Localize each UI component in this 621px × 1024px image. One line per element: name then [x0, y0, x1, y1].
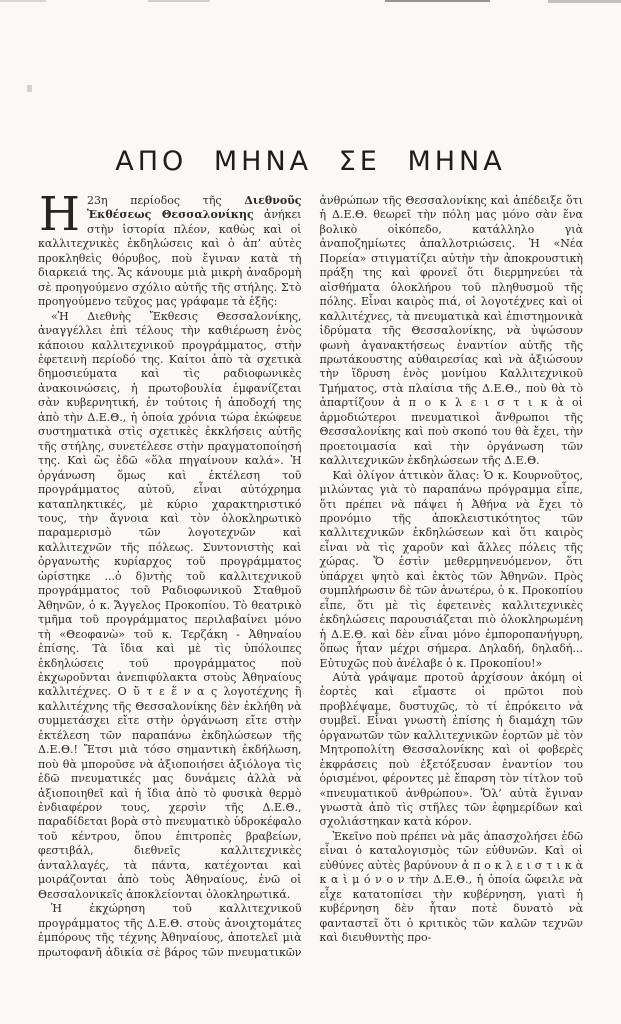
paragraph-katalogismos-efthinon: Ἐκεῖνο ποὺ πρέπει νὰ μᾶς ἀπασχολήσει ἐδῶ εἶναι ὁ καταλογισμὸς τῶν εὐθυνῶν. Καὶ οἱ εὐθύνες αὐτὲς βαρύνουν ἀ π ο κ λ ε ι σ τ ι κ ὰ κ α ὶ μ ό ν ο ν τὴν Δ.Ε.Θ., ἡ ὁποία ὤφειλε νὰ εἶχε κατατοπίσει τὴν κυβέρνηση, γιατὶ ἡ κυβέρνηση δὲν ἦταν ποτὲ δυνατὸ νὰ φανταστεῖ ὅτι ὁ κριτικὸς τῶν καλῶν τεχνῶν καὶ διευθυντὴς προ- [319, 829, 583, 945]
dropcap-letter: Η [39, 187, 80, 242]
article-body [38, 187, 583, 960]
paragraph-ekchorisi: Ἡ ἐκχώρηση τοῦ καλλιτεχνικοῦ προγράμματος τῆς Δ.Ε.Θ. στοὺς ἀνοιχτομάτες ἐμπόρους τῆς τέχνης Ἀθηναίους, ἀποτελεῖ μιὰ πρωτοφανῆ ἀδικία σὲ βάρος τῶν πνευματικῶν ἀνθρώπων τῆς Θεσσαλονίκης καὶ ἀπέδειξε ὅτι ἡ Δ.Ε.Θ. θεωρεῖ τὴν πόλη μας μόνο σὰν ἕνα βολικὸ οἰκόπεδο, κατάλληλο γιὰ ἀναποζημίωτες ἀπαλλοτριώσεις. Ἡ «Νέα Πορεία» στιγματίζει αὐτὴν τὴν ἀποκρουστικὴ πράξη της καὶ φρονεῖ ὅτι διερμηνεύει τὰ αἰσθήματα ὁλοκλήρου τοῦ πληθυσμοῦ τῆς πόλης. Εἶναι καιρὸς πιά, οἱ λογοτέχνες καὶ οἱ καλλιτέχνες, τὰ πνευματικὰ καὶ ἐπιστημονικὰ ἱδρύματα τῆς Θεσσαλονίκης, νὰ ὑψώσουν φωνὴ ἀγανακτήσεως ἐναντίον αὐτῆς τῆς πρωτάκουστης αὐθαιρεσίας καὶ νὰ ἀξιώσουν τὴν ἵδρυση ἑνὸς μονίμου Καλλιτεχνικοῦ Τμήματος, στὰ πλαίσια τῆς Δ.Ε.Θ., ποὺ θὰ τὸ ἀπαρτίζουν ἀ π ο κ λ ε ι σ τ ι κ ὰ οἱ ἁρμοδιώτεροι πνευματικοὶ ἄνθρωποι τῆς Θεσσαλονίκης καὶ ποὺ σκοπό του θὰ ἔχει, τὴν προετοιμασία καὶ τὴν ὀργάνωση τῶν καλλιτεχνικῶν ἐκδηλώσεων τῆς Δ.Ε.Θ. [38, 194, 583, 959]
paragraph-afta-grapsame: Αὐτὰ γράψαμε προτοῦ ἀρχίσουν ἀκόμη οἱ ἑορτὲς καὶ εἴμαστε οἱ πρῶτοι ποὺ προβλέψαμε, δυστυχῶς, τὸ τί ἐπρόκειτο νὰ συμβεῖ. Εἶναι γνωστὴ ἐπίσης ἡ διαμάχη τῶν ὀργανωτῶν τῶν καλλιτεχνικῶν ἑορτῶν μὲ τὸν Μητροπολίτη Θεσσαλονίκης καὶ οἱ φοβερὲς ἐκφράσεις ποὺ ἐξετόξευσαν ἐναντίον του ὁρισμένοι, φέροντες μὲ ἔπαρση τὸν τίτλον τοῦ «πνευματικοῦ ἀνθρώπου». Ὅλ’ αὐτὰ ἔγιναν γνωστὰ ἀπὸ τὶς στῆλες τῶν ἐφημερίδων καὶ σχολιάστηκαν κατὰ κόρον. [319, 670, 583, 829]
scan-edge-artifact [0, 0, 46, 2]
paragraph-quote-deth: «Ἡ Διεθνὴς Ἔκθεσις Θεσσαλονίκης, ἀναγγέλλει ἐπὶ τέλους τὴν καθιέρωση ἑνὸς κάποιου καλλιτεχνικοῦ προγράμματος, στὴν ἐφετεινὴ περίοδό της. Καίτοι ἀπὸ τὰ σχετικὰ δημοσιεύματα καὶ τὶς ραδιοφωνικὲς ἀνακοινώσεις, ἡ πρωτοβουλία ἐμφανίζεται σὰν κυβερνητική, ἐν τούτοις ἡ ἀποδοχή της ἀπὸ τὴν Δ.Ε.Θ., ἡ ὁποία χρόνια τώρα ἐκώφευε συστηματικὰ στὶς σχετικὲς ἐκκλήσεις αὐτῆς τῆς στήλης, συνετέλεσε στὴν πραγματοποίησή της. Καὶ ὣς ἐδῶ «ὅλα πηγαίνουν καλά». Ἡ ὀργάνωση ὅμως καὶ ἐκτέλεση τοῦ προγράμματος αὐτοῦ, εἶναι αὐτόχρημα καταπληκτικές, μὲ κύριο χαρακτηριστικό τους, τὴν ἄγνοια καὶ τὸν ὁλοκληρωτικὸ παραμερισμὸ τῶν λογοτεχνῶν καὶ καλλιτεχνῶν τῆς πόλεως. Συντονιστὴς καὶ ὀργανωτὴς κυρίαρχος τοῦ προγράμματος ὡρίστηκε ...ὁ δ)ντὴς τοῦ καλλιτεχνικοῦ προγράμματος τοῦ Ραδιοφωνικοῦ Σταθμοῦ Ἀθηνῶν, ὁ κ. Ἄγγελος Προκοπίου. Τὸ θεατρικὸ τμῆμα τοῦ προγράμματος περιλαβαίνει μόνο τὴ «Θεοφανὼ» τοῦ κ. Τερζάκη - Ἀθηναίου ἐπίσης. Τὰ ἴδια καὶ μὲ τὶς ὑπόλοιπες ἐκδηλώσεις τοῦ προγράμματος ποὺ ἐκχωροῦνται ἀνεπιφύλακτα στοὺς Ἀθηναίους καλλιτέχνες. Ο ὔ τ ε ἕ ν α ς λογοτέχνης ἢ καλλιτέχνης τῆς Θεσσαλονίκης δὲν ἐκλήθη νὰ συμμετάσχει εἴτε στὴν ὀργάνωση εἴτε στὴν ἐκτέλεση τῶν παραπάνω ἐκδηλώσεων τῆς Δ.Ε.Θ.! Ἔτσι μιὰ τόσο σημαντικὴ ἐκδήλωση, ποὺ θὰ μποροῦσε νὰ ἀξιοποιήσει ἀξιόλογα τὶς ἐδῶ πνευματικές μας δυνάμεις ἀλλὰ νὰ ἀξιοποιηθεῖ καὶ ἡ ἴδια ἀπὸ τὸ φυσικὰ θερμὸ ἐνδιαφέρον τους, χερσὶν τῆς Δ.Ε.Θ., παραδίδεται βορὰ στὸ πνευματικὸ ὑδροκέφαλο τοῦ κέντρου, ὅπου ἐπιτροπὲς βραβείων, φεστιβάλ, διεθνεῖς καλλιτεχνικὲς ἀνταλλαγές, τὰ πάντα, κατέχονται καὶ μοιράζονται ἀπὸ τοὺς Ἀθηναίους, ἐνῶ οἱ Θεσσαλονικεῖς ἀποκλείονται ὁλοκληρωτικά. [38, 309, 302, 901]
opening-paragraph-rest: ἀνήκει στὴν ἱστορία πλέον, καθὼς καὶ οἱ καλλιτεχνικὲς ἐκδηλώσεις καὶ ὁ ἀπ’ αὐτὲς προκληθεὶς θόρυβος, ποὺ ἔγιναν κατὰ τὴ διαρκειά της. Ἄς κάνουμε μιὰ μικρὴ ἀναδρομὴ σὲ προηγούμενο σχόλιο αὐτῆς τῆς στήλης. Στὸ προηγούμενο τεῦχος μας γράφαμε τὰ ἑξῆς: [38, 208, 302, 309]
opening-paragraph [38, 187, 302, 310]
scan-edge-artifact [385, 0, 490, 2]
paragraph-attikon-alas: Καὶ ὀλίγον ἀττικὸν ἅλας: Ὁ κ. Κουρνοῦτος, μιλώντας γιὰ τὸ παραπάνω πρόγραμμα εἶπε, ὅτι πρέπει νὰ πάψει ἡ Ἀθήνα νὰ ἔχει τὸ προνόμιο τῆς ἀποκλειστικότητος τῶν καλλιτεχνικῶν ἐκδηλώσεων καὶ ὅτι καιρὸς εἶναι νὰ τὶς χαροῦν καὶ ἄλλες πόλεις τῆς χώρας. Ὅ ἐστὶν μεθερμηνευόμενον, ὅτι ὑπάρχει ψητὸ καὶ ἐκτὸς τῶν Ἀθηνῶν. Πρὸς συμπλήρωσιν δὲ τῶν ἀνωτέρω, ὁ κ. Προκοπίου εἶπε, ὅτι μὲ τὶς ἐφετεινὲς καλλιτεχνικὲς ἐκδηλώσεις παρουσιάζεται πιὸ ὁλοκληρωμένη ἡ Δ.Ε.Θ. καὶ δὲν εἶναι μόνο ἐμποροπανήγυρη, ὅπως ἦταν μέχρι σήμερα. Δηλαδή, δηλαδή... Εὐτυχῶς ποὺ ἀνέλαβε ὁ κ. Προκοπίου!» [319, 468, 583, 670]
scan-edge-artifact [548, 0, 621, 3]
scan-speck-artifact [27, 85, 32, 92]
opening-paragraph-emphasis: Διεθνοῦς Ἐκθέσεως Θεσσαλονίκης [87, 194, 302, 222]
opening-paragraph-lead: 23η περίοδος τῆς [87, 194, 245, 207]
scan-edge-artifact [148, 0, 210, 2]
page-title: ΑΠΟ ΜΗΝΑ ΣΕ ΜΗΝΑ [115, 146, 506, 177]
